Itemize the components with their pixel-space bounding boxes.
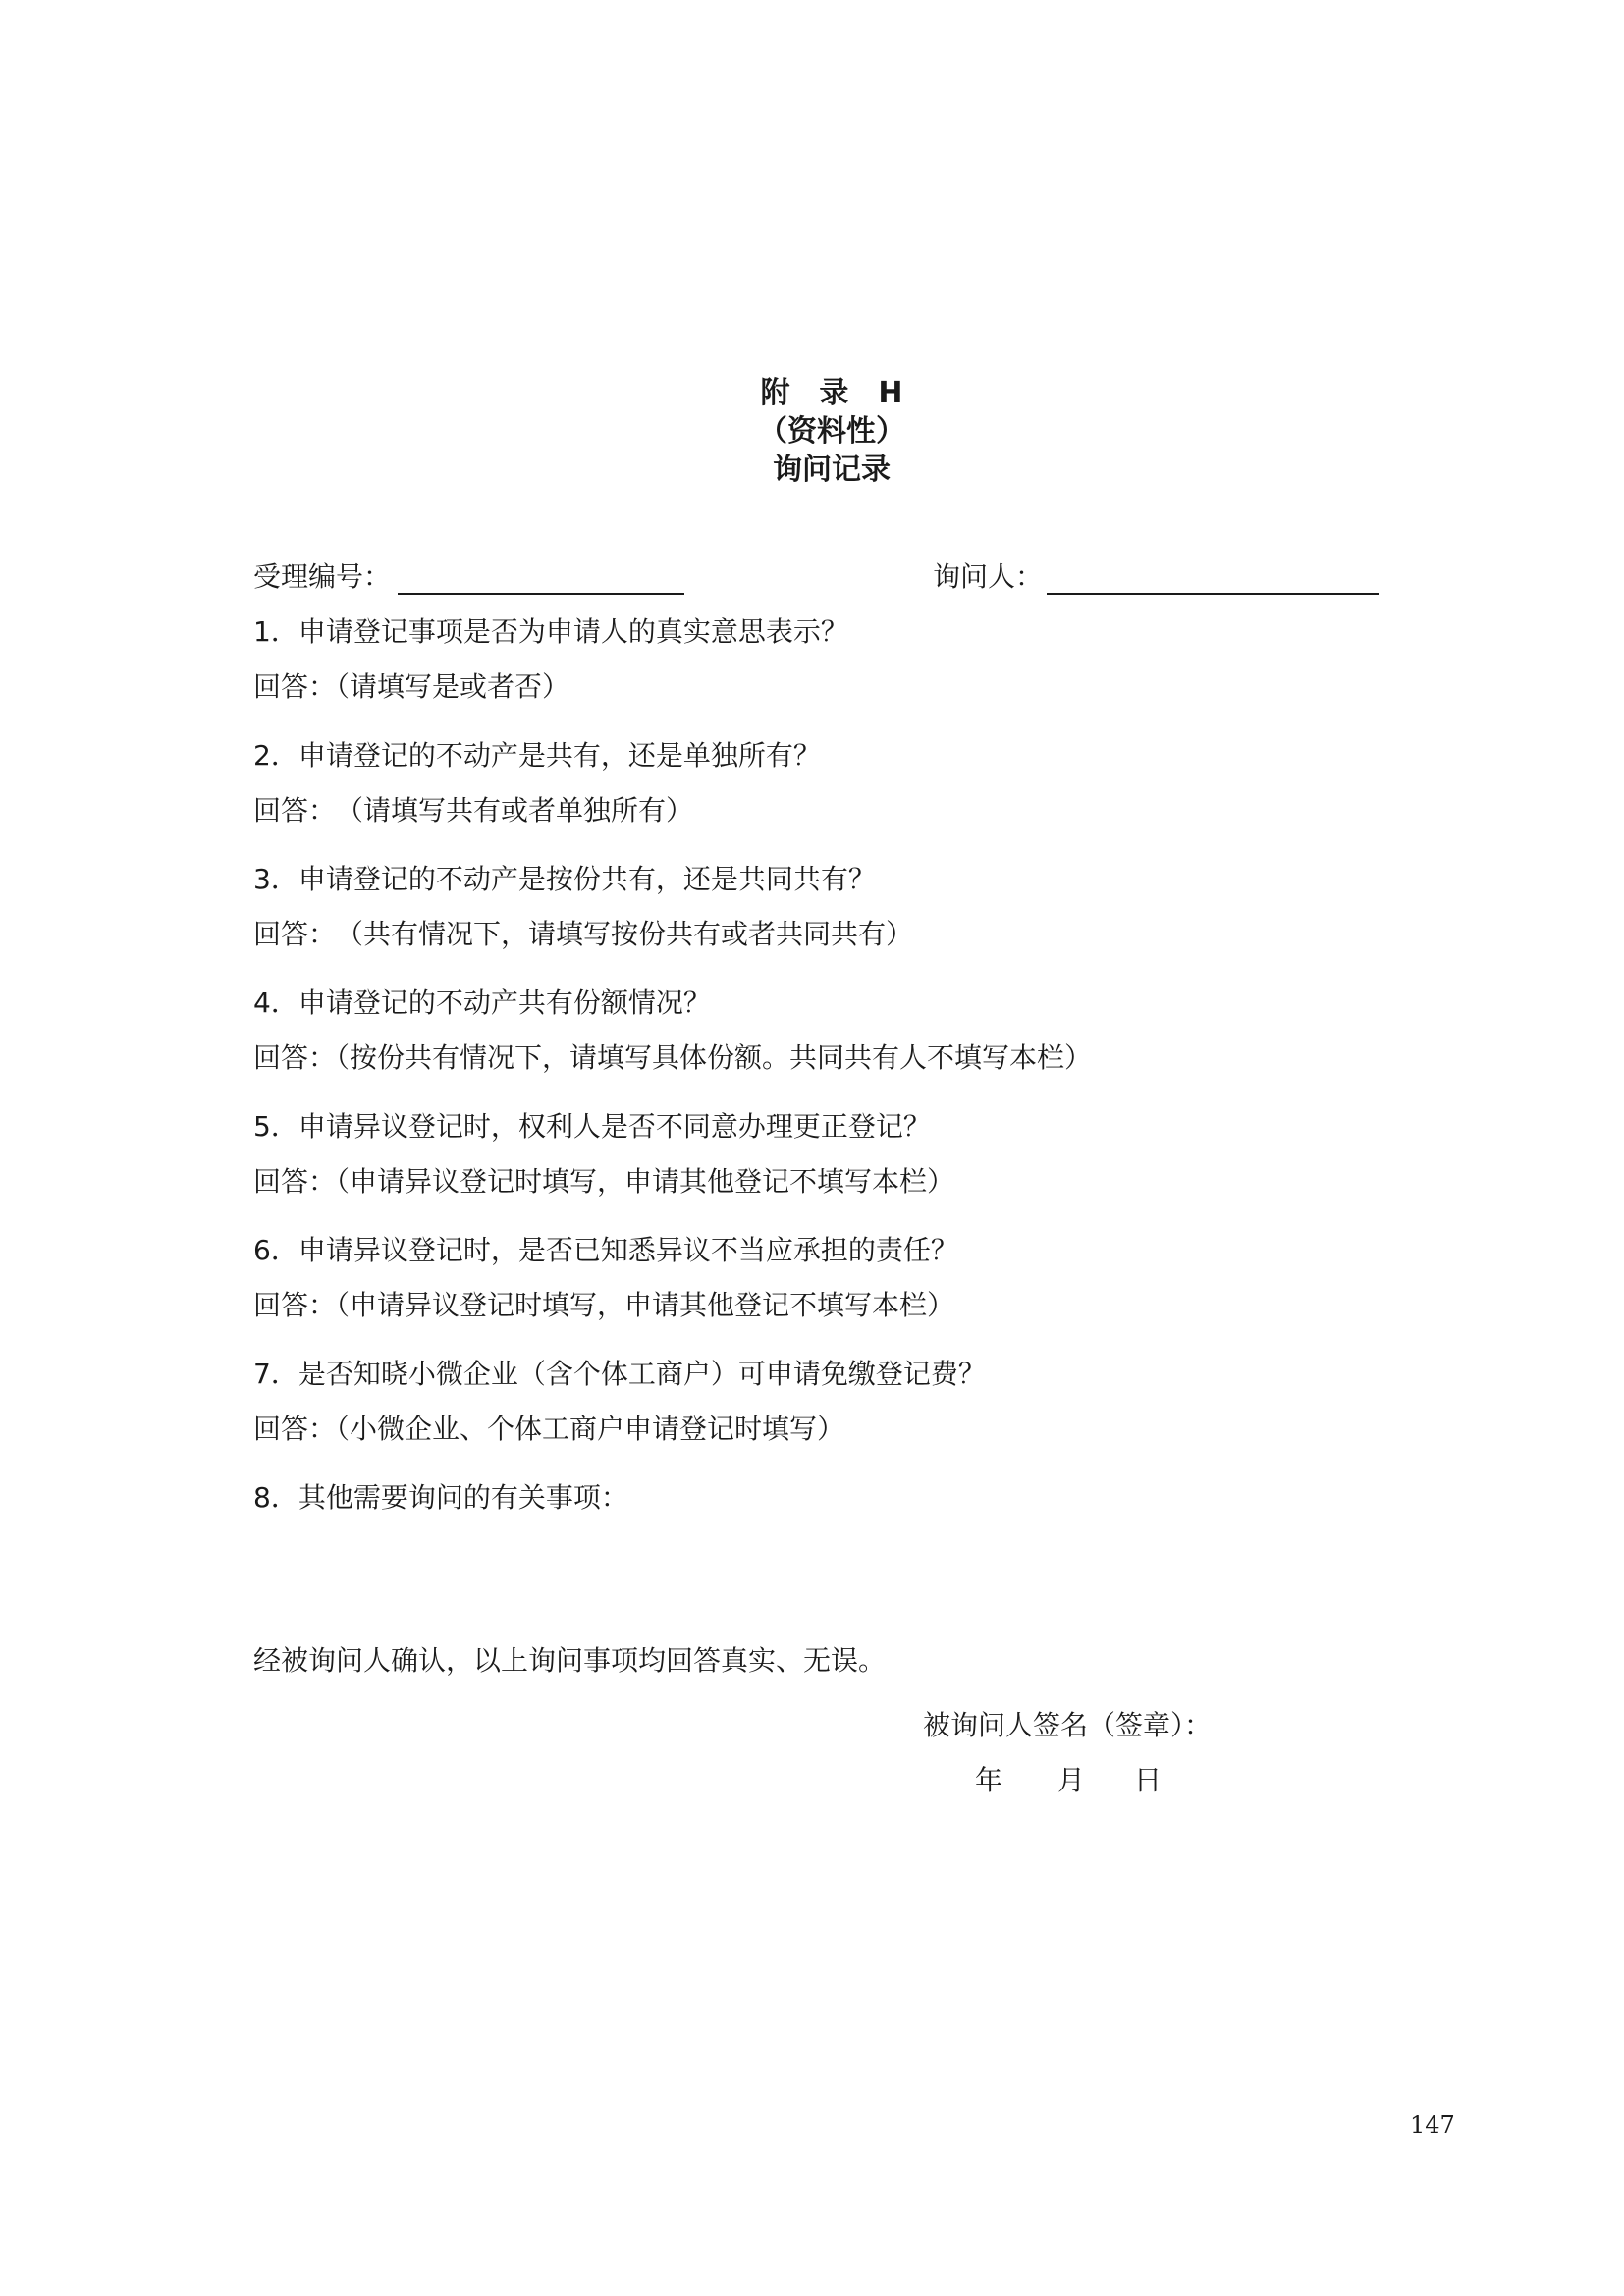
question-2: 2．申请登记的不动产是共有，还是单独所有？ [253, 739, 821, 772]
answer-1: 回答：（请填写是或者否） [253, 670, 570, 703]
question-8: 8．其他需要询问的有关事项： [253, 1481, 628, 1514]
answer-3: 回答： （共有情况下，请填写按份共有或者共同共有） [253, 918, 914, 950]
answer-2: 回答： （请填写共有或者单独所有） [253, 794, 694, 827]
acceptance-number-line [398, 593, 684, 595]
answer-4: 回答：（按份共有情况下，请填写具体份额。共同共有人不填写本栏） [253, 1041, 1093, 1074]
answer-6: 回答：（申请异议登记时填写，申请其他登记不填写本栏） [253, 1289, 955, 1321]
acceptance-number-label: 受理编号： [253, 561, 392, 593]
appendix-heading: 附 录 H [760, 376, 903, 410]
page-number: 147 [1410, 2111, 1455, 2139]
answer-7: 回答：（小微企业、个体工商户申请登记时填写） [253, 1413, 845, 1445]
question-6: 6．申请异议登记时，是否已知悉异议不当应承担的责任？ [253, 1234, 958, 1266]
question-3: 3．申请登记的不动产是按份共有，还是共同共有？ [253, 863, 876, 895]
date-year: 年 [975, 1764, 1003, 1796]
date-month: 月 [1057, 1764, 1086, 1796]
question-1: 1．申请登记事项是否为申请人的真实意思表示？ [253, 615, 848, 648]
inquirer-line [1047, 593, 1379, 595]
question-7: 7．是否知晓小微企业（含个体工商户）可申请免缴登记费？ [253, 1358, 986, 1390]
question-4: 4．申请登记的不动产共有份额情况？ [253, 987, 711, 1019]
date-day: 日 [1134, 1764, 1163, 1796]
confirmation-statement: 经被询问人确认，以上询问事项均回答真实、无误。 [253, 1644, 887, 1677]
document-title: 询问记录 [773, 453, 891, 487]
inquirer-label: 询问人： [933, 561, 1044, 593]
question-5: 5．申请异议登记时，权利人是否不同意办理更正登记？ [253, 1110, 931, 1143]
appendix-nature: （资料性） [758, 414, 905, 449]
signature-label: 被询问人签名（签章）： [923, 1709, 1213, 1741]
answer-5: 回答：（申请异议登记时填写，申请其他登记不填写本栏） [253, 1165, 955, 1198]
